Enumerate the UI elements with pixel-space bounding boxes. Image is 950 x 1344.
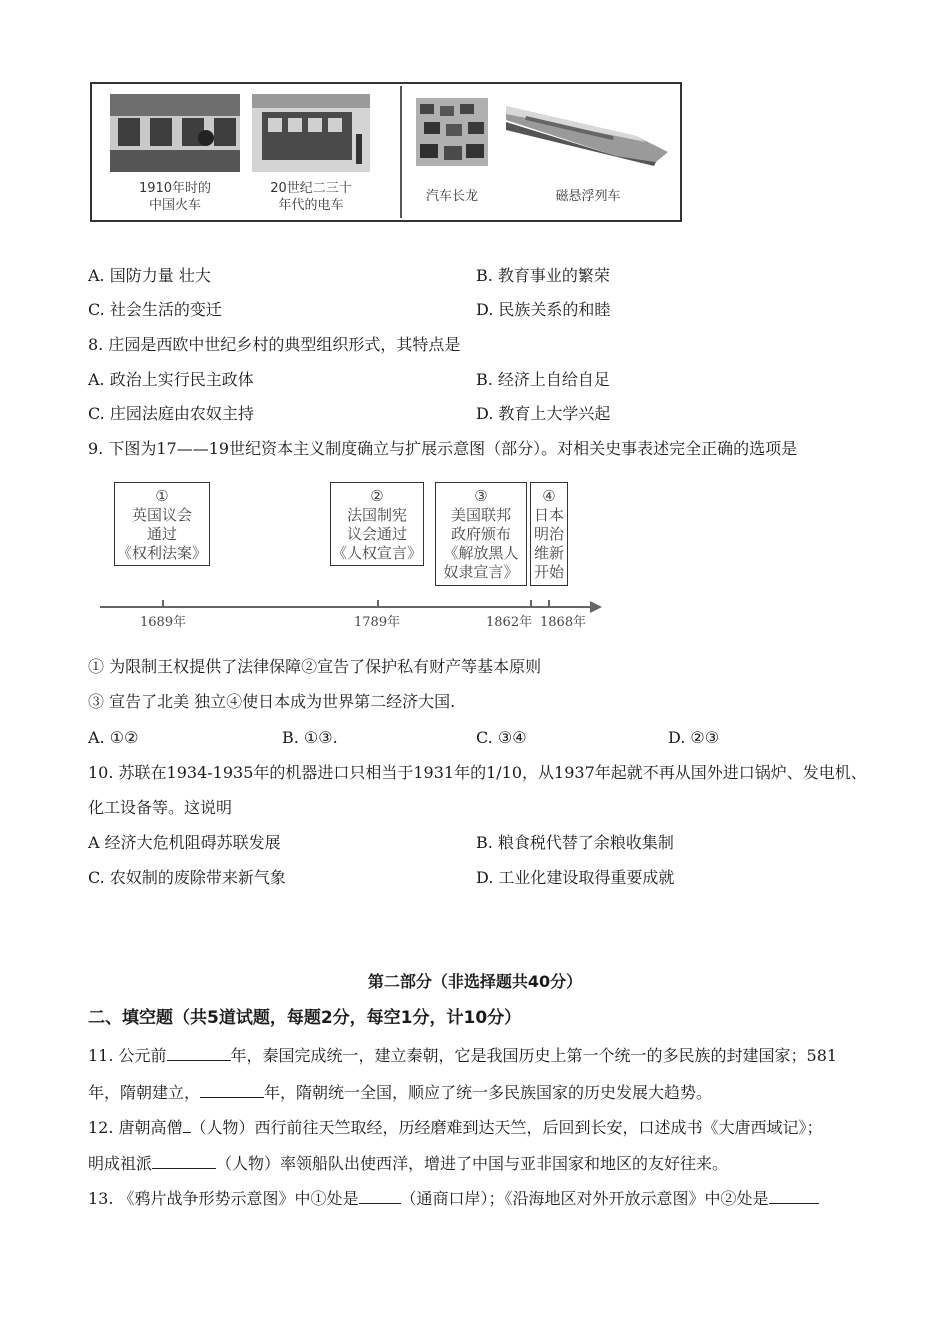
timeline-box-4: ④ 日本 明治 维新 开始 xyxy=(530,482,568,586)
q8-stem: 8. 庄园是西欧中世纪乡村的典型组织形式，其特点是 xyxy=(88,335,461,354)
timeline-year-1689: 1689年 xyxy=(140,615,187,630)
q9-option-c[interactable]: C. ③④ xyxy=(476,728,527,747)
q12-line-2: 明成祖派 （人物）率领船队出使西洋，增进了中国与亚非国家和地区的友好往来。 xyxy=(88,1154,729,1173)
q10-stem-line-1: 10. 苏联在1934-1935年的机器进口只相当于1931年的1/10，从1937年起就不再从国外进口锅炉、发电机、 xyxy=(88,763,867,782)
maglev-photo-icon xyxy=(506,98,668,166)
q9-option-d[interactable]: D. ②③ xyxy=(668,728,720,747)
q13-blank-1[interactable] xyxy=(359,1187,401,1204)
q10-option-b[interactable]: B. 粮食税代替了余粮收集制 xyxy=(476,833,674,852)
photo-maglev-train xyxy=(506,98,668,166)
q7-option-d[interactable]: D. 民族关系的和睦 xyxy=(476,300,611,319)
q13-line-1: 13. 《鸦片战争形势示意图》中①处是 （通商口岸）；《沿海地区对外开放示意图》中②处是 xyxy=(88,1187,819,1209)
photo-1910-train xyxy=(110,94,240,172)
train-photo-icon xyxy=(110,94,240,172)
strip-divider xyxy=(400,86,402,218)
timeline-year-1789: 1789年 xyxy=(354,615,401,630)
photo-1920s-tram xyxy=(252,94,370,172)
q8-option-d[interactable]: D. 教育上大学兴起 xyxy=(476,404,611,423)
timeline-year-1868: 1868年 xyxy=(540,615,587,630)
q11-line-2: 年，隋朝建立， 年，隋朝统一全国，顺应了统一多民族国家的历史发展大趋势。 xyxy=(88,1083,713,1102)
part2-section-heading: 二、填空题（共5道试题，每题2分，每空1分，计10分） xyxy=(88,1008,522,1028)
photo-strip xyxy=(90,82,682,222)
q10-option-a[interactable]: A 经济大危机阻碍苏联发展 xyxy=(88,833,281,852)
timeline-tick-1868 xyxy=(548,600,550,608)
timeline-box-3: ③ 美国联邦 政府颁布 《解放黑人 奴隶宣言》 xyxy=(435,482,527,586)
arrow-right-icon xyxy=(590,601,602,613)
q9-stem: 9. 下图为17——19世纪资本主义制度确立与扩展示意图（部分）。对相关史事表述完全正确的选项是 xyxy=(88,439,798,458)
q12-blank-1[interactable] xyxy=(183,1116,191,1133)
q12-line-1: 12. 唐朝高僧 （人物）西行前往天竺取经，历经磨难到达天竺，后回到长安，口述成书《大唐西域记》； xyxy=(88,1118,823,1137)
tram-photo-icon xyxy=(252,94,370,172)
q11-blank-2[interactable] xyxy=(200,1081,264,1098)
traffic-photo-icon xyxy=(416,98,488,166)
timeline-box-1: ① 英国议会 通过 《权利法案》 xyxy=(114,482,210,566)
part2-title: 第二部分（非选择题共40分） xyxy=(367,972,583,991)
timeline-tick-1862 xyxy=(530,600,532,608)
caption-1910-train: 1910年时的 中国火车 xyxy=(138,181,212,213)
q8-option-c[interactable]: C. 庄园法庭由农奴主持 xyxy=(88,404,254,423)
q12-blank-2[interactable] xyxy=(152,1152,216,1169)
q13-blank-2[interactable] xyxy=(769,1187,819,1204)
q9-statement-1: ① 为限制王权提供了法律保障②宣告了保护私有财产等基本原则 xyxy=(88,657,542,676)
q7-option-c[interactable]: C. 社会生活的变迁 xyxy=(88,300,222,319)
timeline-diagram xyxy=(100,478,605,630)
caption-maglev-train: 磁悬浮列车 xyxy=(555,189,621,204)
q7-option-b[interactable]: B. 教育事业的繁荣 xyxy=(476,266,610,285)
timeline-tick-1789 xyxy=(377,600,379,608)
q8-option-a[interactable]: A. 政治上实行民主政体 xyxy=(88,370,254,389)
q10-stem-line-2: 化工设备等。这说明 xyxy=(88,798,233,817)
q11-line-1: 11. 公元前 年，秦国完成统一，建立秦朝，它是我国历史上第一个统一的多民族的封建国家；581 xyxy=(88,1046,838,1065)
q10-option-c[interactable]: C. 农奴制的废除带来新气象 xyxy=(88,868,286,887)
q9-option-b[interactable]: B. ①③. xyxy=(282,728,338,747)
q9-option-a[interactable]: A. ①② xyxy=(88,728,139,747)
caption-1920s-tram: 20世纪二三十 年代的电车 xyxy=(270,181,352,213)
timeline-axis xyxy=(100,606,592,608)
q8-option-b[interactable]: B. 经济上自给自足 xyxy=(476,370,610,389)
q9-statement-2: ③ 宣告了北美 独立④使日本成为世界第二经济大国. xyxy=(88,692,456,711)
q11-blank-1[interactable] xyxy=(167,1044,231,1061)
photo-traffic-jam xyxy=(416,98,488,166)
q7-option-a[interactable]: A. 国防力量 壮大 xyxy=(88,266,211,285)
q10-option-d[interactable]: D. 工业化建设取得重要成就 xyxy=(476,868,675,887)
timeline-tick-1689 xyxy=(162,600,164,608)
timeline-year-1862: 1862年 xyxy=(486,615,533,630)
caption-traffic-jam: 汽车长龙 xyxy=(425,189,478,204)
timeline-box-2: ② 法国制宪 议会通过 《人权宣言》 xyxy=(330,482,424,566)
